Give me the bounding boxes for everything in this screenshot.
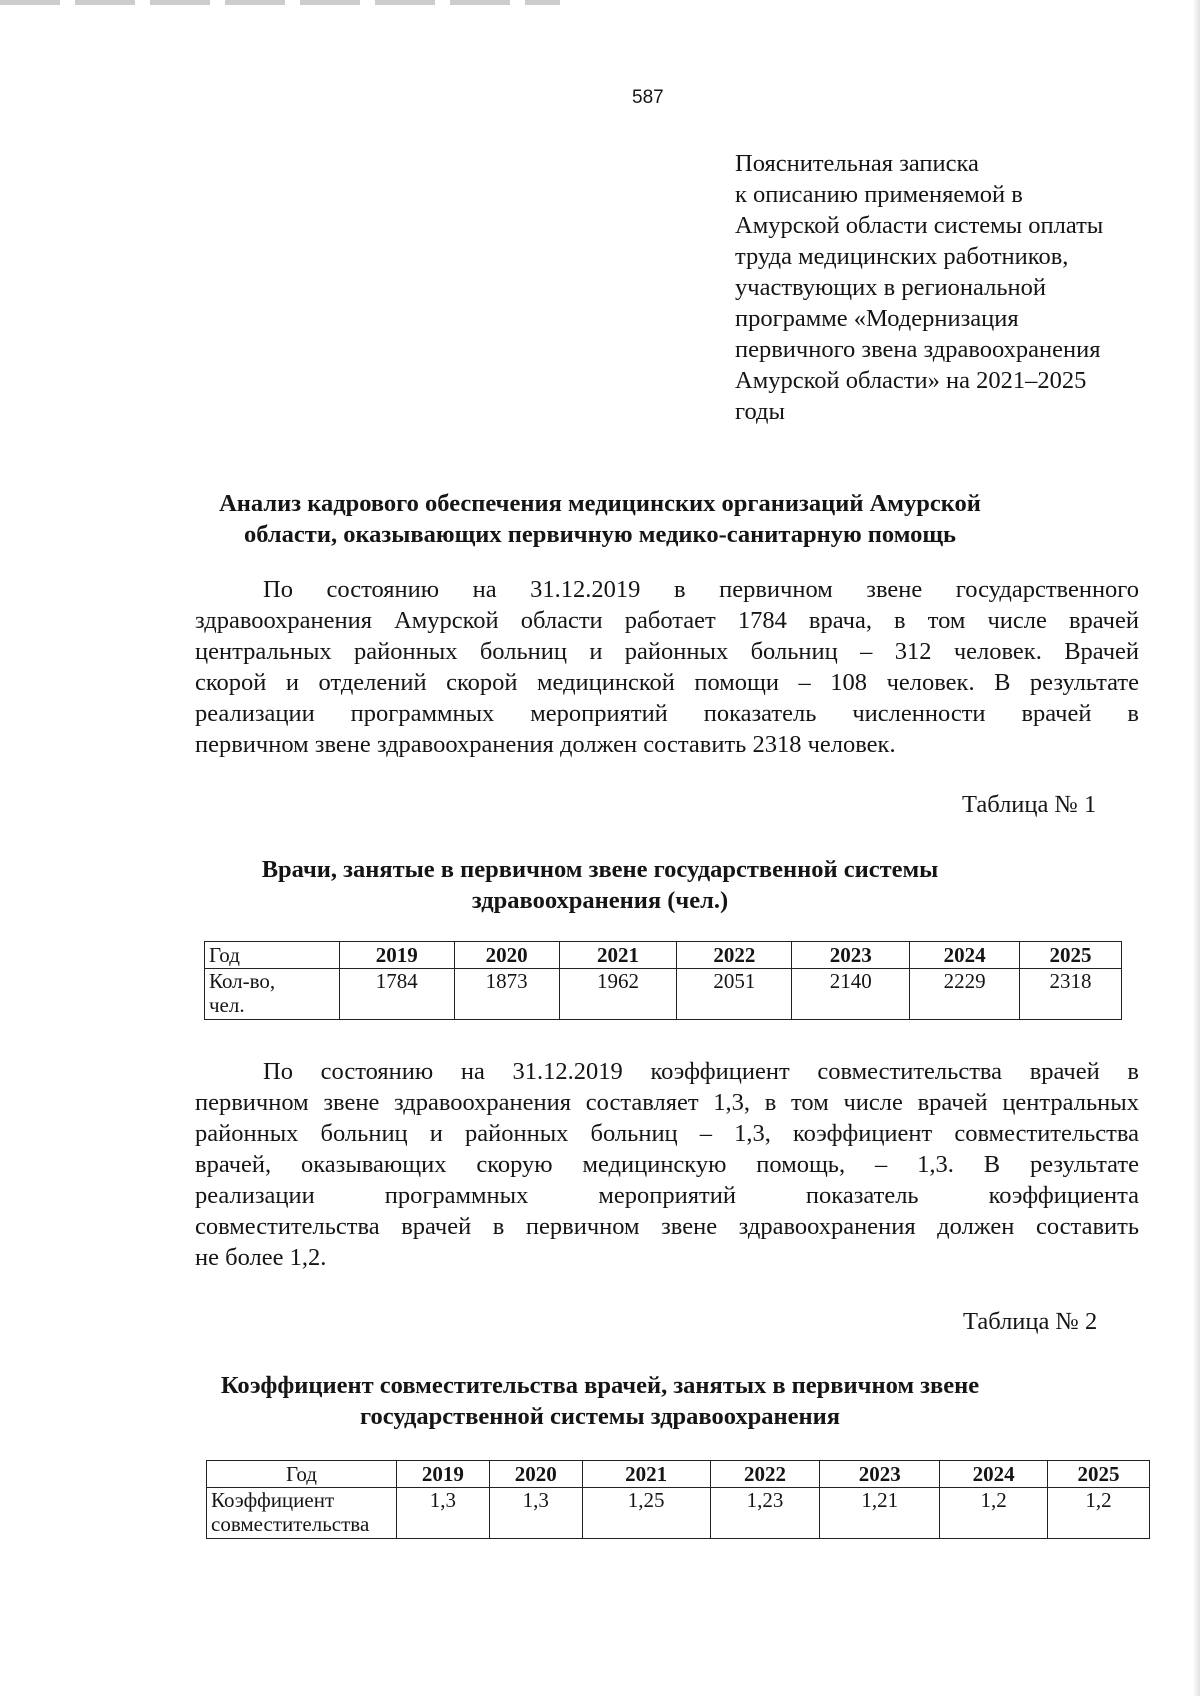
table-2-title [150, 1370, 1050, 1432]
year-cell: 2019 [396, 1461, 489, 1488]
table-1 [204, 941, 1122, 1020]
value-cell: 1,25 [582, 1488, 710, 1539]
year-cell: 2025 [1048, 1461, 1150, 1488]
year-cell: 2020 [454, 942, 559, 969]
page-number: 587 [632, 87, 664, 108]
year-cell: 2021 [559, 942, 677, 969]
table-2-label: Таблица № 2 [963, 1308, 1098, 1335]
scan-artifact-top [0, 0, 560, 5]
row-label-line: Кол-во, [209, 969, 276, 993]
table-row [205, 969, 1122, 1020]
note-line: первичного звена здравоохранения [735, 336, 1101, 363]
value-cell: 2229 [910, 969, 1020, 1020]
paragraph-line: реализации программных мероприятий показатель численности врачей в [195, 700, 1139, 727]
paragraph-line: не более 1,2. [195, 1244, 327, 1271]
value-cell: 1,23 [710, 1488, 820, 1539]
paragraph-line: совместительства врачей в первичном звене здравоохранения должен составить [195, 1213, 1139, 1240]
table-title-line: государственной системы здравоохранения [360, 1403, 840, 1430]
header-cell: Год [207, 1461, 397, 1488]
paragraph-line: районных больниц и районных больниц – 1,3, коэффициент совместительства [195, 1120, 1139, 1147]
paragraph-line: врачей, оказывающих скорую медицинскую помощь, – 1,3. В результате [195, 1151, 1139, 1178]
note-line: участвующих в региональной [735, 274, 1046, 301]
paragraph-line: первичном звене здравоохранения должен составить 2318 человек. [195, 731, 896, 758]
value-cell: 1,3 [489, 1488, 582, 1539]
note-line: к описанию применяемой в [735, 181, 1023, 208]
year-cell: 2024 [910, 942, 1020, 969]
row-label-line: Коэффициент [211, 1488, 335, 1512]
table-header-row [207, 1461, 1150, 1488]
paragraph-1 [195, 574, 1139, 760]
paragraph-line: здравоохранения Амурской области работает 1784 врача, в том числе врачей [195, 607, 1139, 634]
value-cell: 1,2 [1048, 1488, 1150, 1539]
year-cell: 2020 [489, 1461, 582, 1488]
row-label-cell [205, 969, 340, 1020]
value-cell: 1,21 [820, 1488, 940, 1539]
row-label-line: совместительства [211, 1512, 370, 1536]
year-cell: 2022 [677, 942, 792, 969]
year-cell: 2021 [582, 1461, 710, 1488]
heading-line: области, оказывающих первичную медико-санитарную помощь [244, 521, 956, 548]
heading-line: Анализ кадрового обеспечения медицинских организаций Амурской [219, 490, 981, 517]
note-line: труда медицинских работников, [735, 243, 1069, 270]
note-line: годы [735, 398, 785, 425]
year-cell: 2025 [1020, 942, 1122, 969]
note-line: Пояснительная записка [735, 150, 979, 177]
note-line: программе «Модернизация [735, 305, 1019, 332]
table-1-label: Таблица № 1 [962, 791, 1097, 818]
note-line: Амурской области системы оплаты [735, 212, 1104, 239]
value-cell: 2140 [792, 969, 910, 1020]
year-cell: 2023 [792, 942, 910, 969]
paragraph-line: реализации программных мероприятий показатель коэффициента [195, 1182, 1139, 1209]
section-heading [150, 488, 1050, 550]
paragraph-line: скорой и отделений скорой медицинской помощи – 108 человек. В результате [195, 669, 1139, 696]
value-cell: 1962 [559, 969, 677, 1020]
table-header-row [205, 942, 1122, 969]
value-cell: 1,3 [396, 1488, 489, 1539]
year-cell: 2024 [940, 1461, 1048, 1488]
year-cell: 2023 [820, 1461, 940, 1488]
paragraph-2 [195, 1056, 1139, 1273]
table-title-line: Врачи, занятые в первичном звене государственной системы [261, 856, 939, 883]
header-cell: Год [205, 942, 340, 969]
table-title-line: Коэффициент совместительства врачей, занятых в первичном звене [220, 1372, 980, 1399]
table-row [207, 1488, 1150, 1539]
note-line: Амурской области» на 2021–2025 [735, 367, 1087, 394]
row-label-line: чел. [209, 993, 245, 1017]
row-label-cell [207, 1488, 397, 1539]
explanatory-note-header [735, 148, 1155, 427]
table-2 [206, 1460, 1150, 1539]
paragraph-line: По состоянию на 31.12.2019 в первичном звене государственного [263, 576, 1139, 603]
value-cell: 1,2 [940, 1488, 1048, 1539]
table-title-line: здравоохранения (чел.) [471, 887, 729, 914]
year-cell: 2019 [339, 942, 454, 969]
value-cell: 1873 [454, 969, 559, 1020]
value-cell: 1784 [339, 969, 454, 1020]
paragraph-line: центральных районных больниц и районных больниц – 312 человек. Врачей [195, 638, 1139, 665]
scan-artifact-edge [1193, 0, 1200, 1696]
value-cell: 2318 [1020, 969, 1122, 1020]
paragraph-line: По состоянию на 31.12.2019 коэффициент совместительства врачей в [263, 1058, 1139, 1085]
year-cell: 2022 [710, 1461, 820, 1488]
table-1-title [150, 854, 1050, 916]
paragraph-line: первичном звене здравоохранения составляет 1,3, в том числе врачей центральных [195, 1089, 1139, 1116]
value-cell: 2051 [677, 969, 792, 1020]
